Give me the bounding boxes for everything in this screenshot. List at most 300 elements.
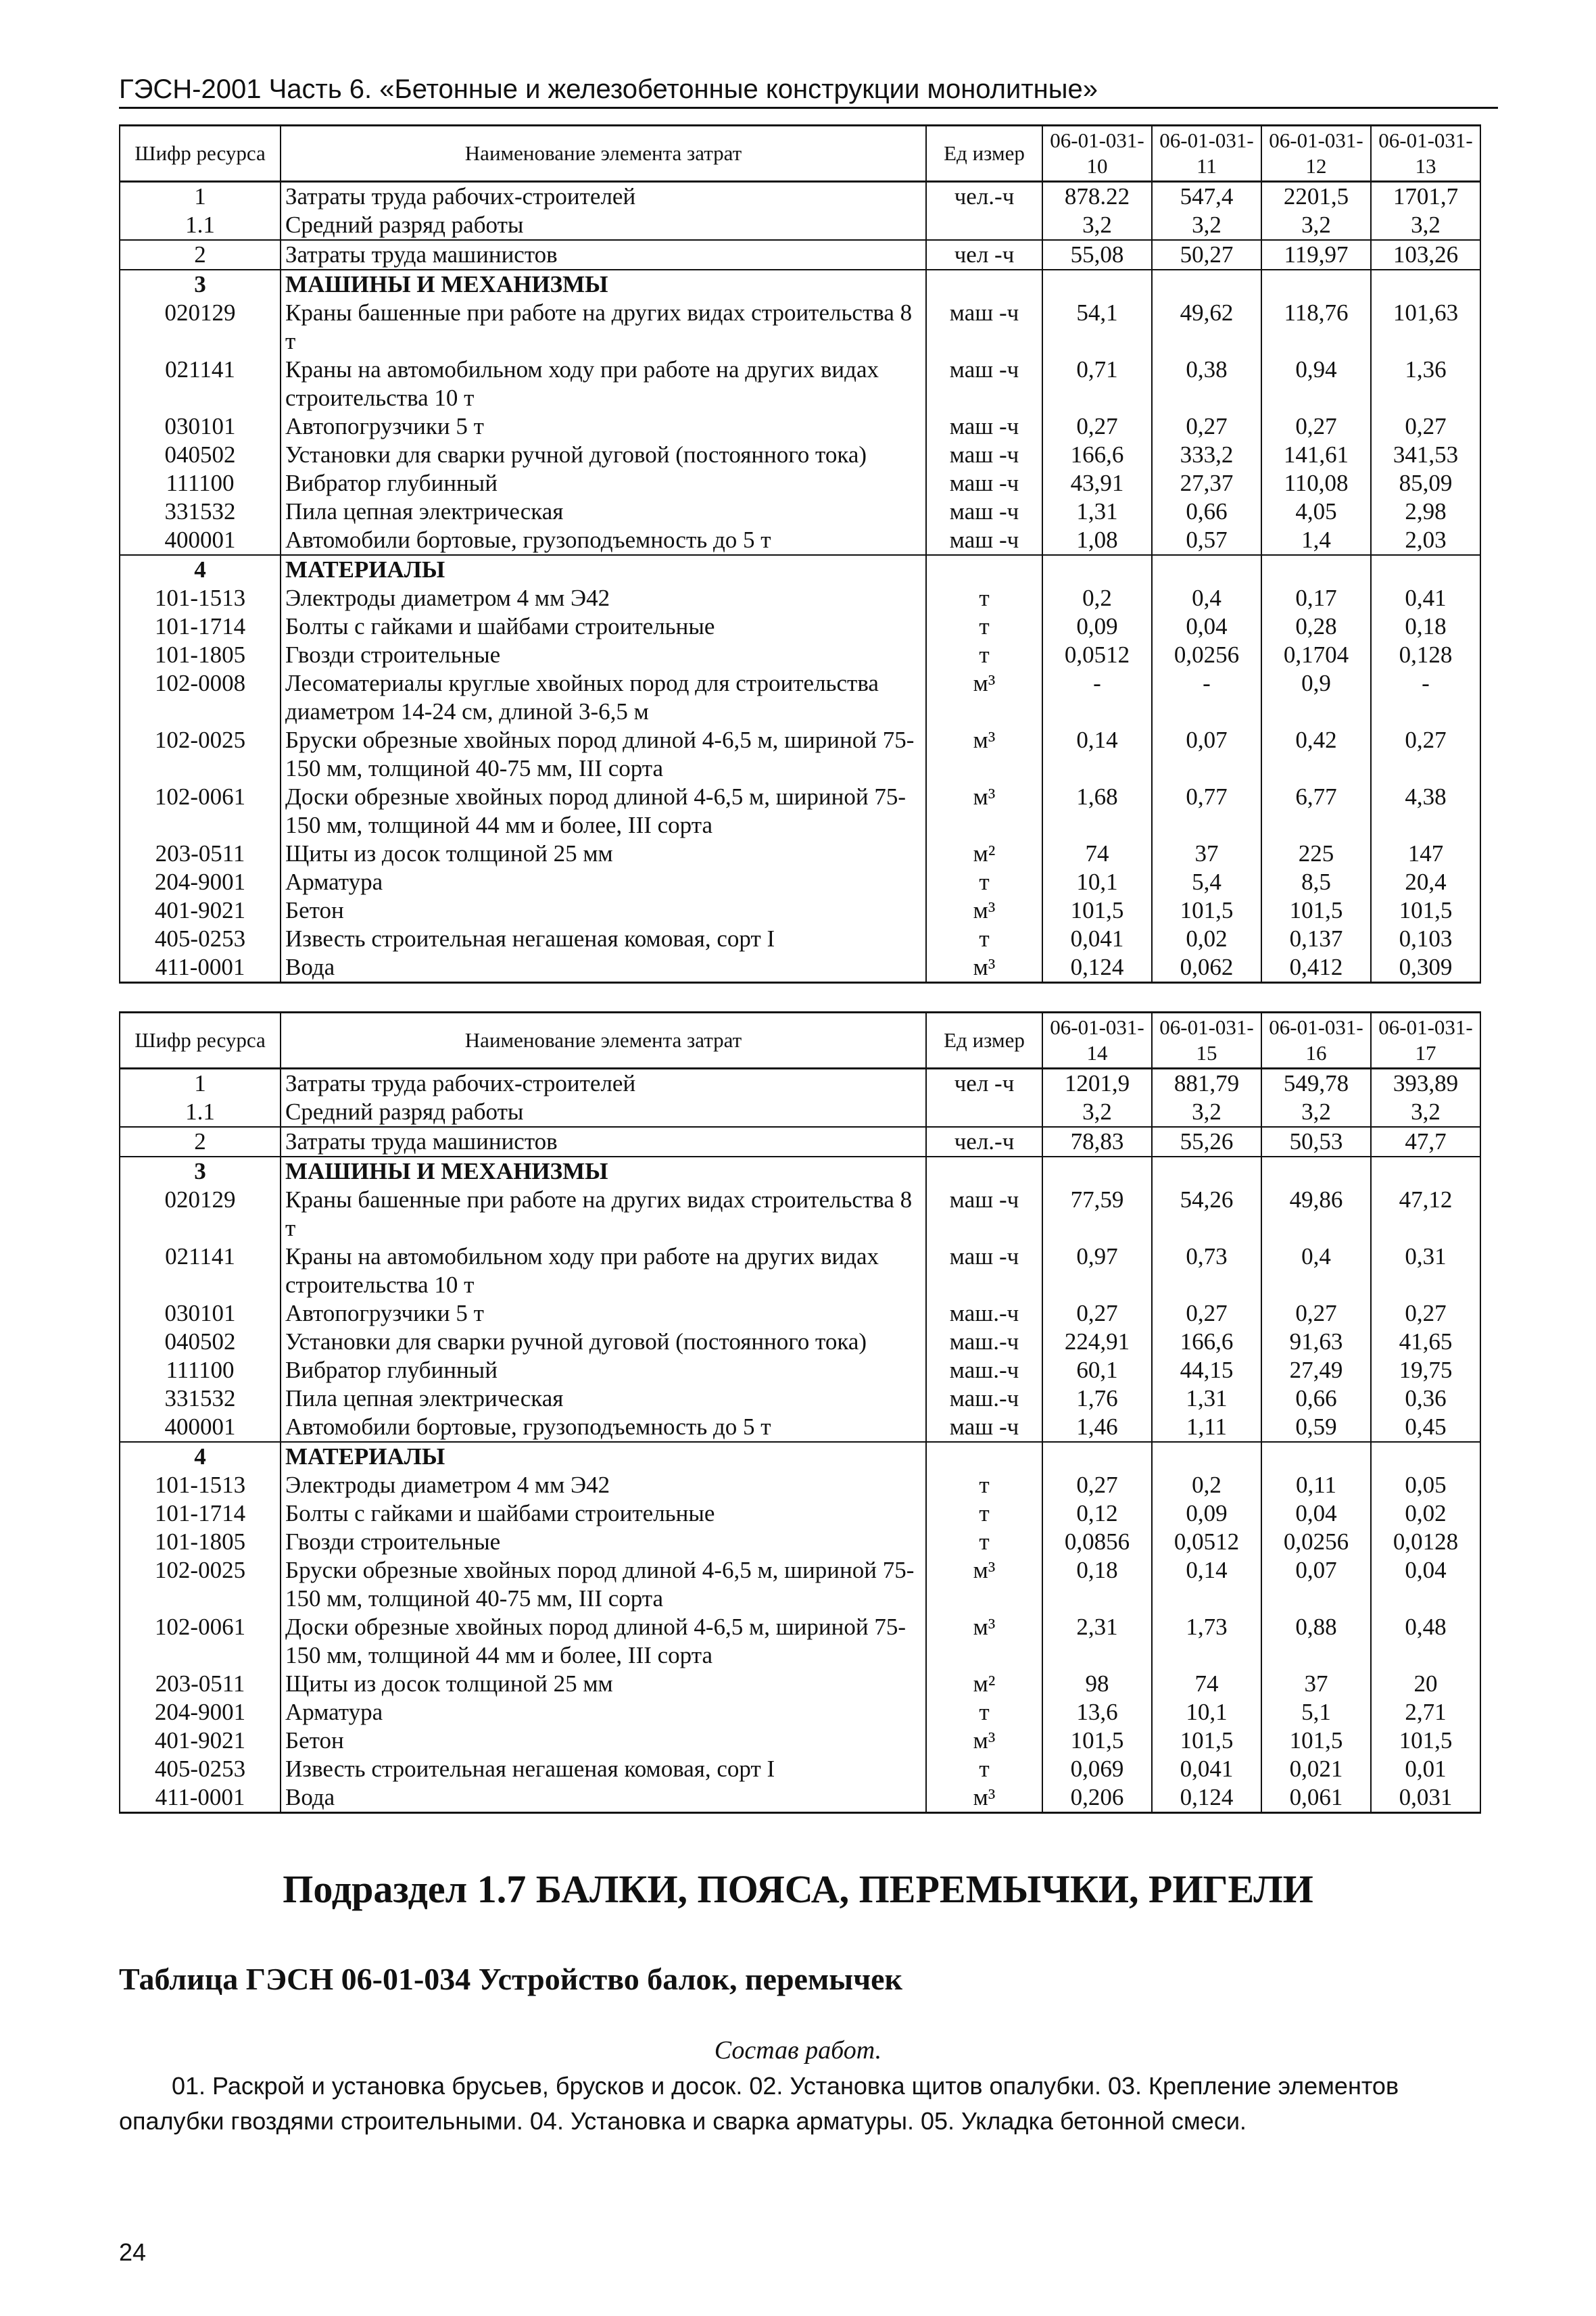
resource-name-cell: Болты с гайками и шайбами строительные — [281, 612, 926, 641]
value-cell: 0,11 — [1261, 1471, 1371, 1499]
resource-name-cell: МАШИНЫ И МЕХАНИЗМЫ — [281, 270, 926, 299]
value-cell: 3,2 — [1261, 211, 1371, 240]
value-cell: 0,021 — [1261, 1755, 1371, 1783]
resource-name-cell: Арматура — [281, 1698, 926, 1727]
value-cell: 0,27 — [1261, 1299, 1371, 1328]
unit-cell: маш -ч — [926, 469, 1042, 498]
value-cell: 0,57 — [1152, 526, 1261, 555]
table-row — [120, 526, 1480, 555]
table-row — [120, 240, 1480, 270]
unit-cell: м² — [926, 1670, 1042, 1698]
value-cell: 101,5 — [1261, 896, 1371, 925]
unit-cell: маш -ч — [926, 356, 1042, 412]
unit-cell: т — [926, 1499, 1042, 1528]
unit-cell: м³ — [926, 669, 1042, 726]
unit-cell: маш -ч — [926, 441, 1042, 469]
value-cell: 0,0256 — [1261, 1528, 1371, 1556]
value-cell: 393,89 — [1371, 1069, 1480, 1099]
value-cell — [1152, 1442, 1261, 1471]
table-row — [120, 1098, 1480, 1127]
resource-code-cell: 111100 — [120, 1356, 281, 1384]
value-cell: 101,5 — [1152, 896, 1261, 925]
header-cell: 06-01-031-12 — [1261, 126, 1371, 182]
value-cell: 0,041 — [1042, 925, 1152, 953]
resource-code-cell: 102-0025 — [120, 726, 281, 783]
resource-name-cell: Средний разряд работы — [281, 1098, 926, 1127]
value-cell: 0,66 — [1261, 1384, 1371, 1413]
value-cell: 0,2 — [1152, 1471, 1261, 1499]
value-cell: 2201,5 — [1261, 182, 1371, 212]
unit-cell — [926, 211, 1042, 240]
value-cell: 0,38 — [1152, 356, 1261, 412]
table-row — [120, 412, 1480, 441]
table-row — [120, 356, 1480, 412]
resource-code-cell: 020129 — [120, 299, 281, 356]
table-row — [120, 1069, 1480, 1099]
table-row — [120, 840, 1480, 868]
unit-cell: маш -ч — [926, 1186, 1042, 1243]
resource-code-cell: 400001 — [120, 526, 281, 555]
value-cell: 0,77 — [1152, 783, 1261, 840]
value-cell: 225 — [1261, 840, 1371, 868]
resource-name-cell: Пила цепная электрическая — [281, 1384, 926, 1413]
value-cell: - — [1371, 669, 1480, 726]
table-row — [120, 896, 1480, 925]
value-cell: 0,12 — [1042, 1499, 1152, 1528]
value-cell: 0,94 — [1261, 356, 1371, 412]
value-cell: 0,59 — [1261, 1413, 1371, 1442]
unit-cell: маш -ч — [926, 299, 1042, 356]
resource-name-cell: Автопогрузчики 5 т — [281, 1299, 926, 1328]
table-row — [120, 498, 1480, 526]
value-cell: 3,2 — [1042, 211, 1152, 240]
resource-name-cell: Автомобили бортовые, грузоподъемность до 5 т — [281, 526, 926, 555]
resource-code-cell: 204-9001 — [120, 868, 281, 896]
value-cell: 98 — [1042, 1670, 1152, 1698]
table-row — [120, 1528, 1480, 1556]
value-cell: 2,31 — [1042, 1613, 1152, 1670]
resource-name-cell: Установки для сварки ручной дуговой (постоянного тока) — [281, 1328, 926, 1356]
resource-name-cell: Краны на автомобильном ходу при работе на других видах строительства 10 т — [281, 356, 926, 412]
value-cell — [1152, 555, 1261, 584]
value-cell: 0,103 — [1371, 925, 1480, 953]
value-cell — [1042, 270, 1152, 299]
value-cell: 0,27 — [1042, 412, 1152, 441]
resource-name-cell: Краны на автомобильном ходу при работе на других видах строительства 10 т — [281, 1243, 926, 1299]
value-cell: 0,45 — [1371, 1413, 1480, 1442]
value-cell: 0,09 — [1042, 612, 1152, 641]
value-cell — [1042, 1157, 1152, 1186]
resource-name-cell: Бруски обрезные хвойных пород длиной 4-6,5 м, шириной 75-150 мм, толщиной 40-75 мм, III сорта — [281, 726, 926, 783]
resource-name-cell: Краны башенные при работе на других видах строительства 8 т — [281, 1186, 926, 1243]
value-cell: 0,0128 — [1371, 1528, 1480, 1556]
value-cell: 1701,7 — [1371, 182, 1480, 212]
works-title: Состав работ. — [714, 2036, 882, 2065]
table-row — [120, 1755, 1480, 1783]
resource-code-cell: 401-9021 — [120, 1727, 281, 1755]
table-row — [120, 641, 1480, 669]
resource-name-cell: МАТЕРИАЛЫ — [281, 1442, 926, 1471]
value-cell: 19,75 — [1371, 1356, 1480, 1384]
value-cell: 91,63 — [1261, 1328, 1371, 1356]
value-cell: 1201,9 — [1042, 1069, 1152, 1099]
value-cell: 0,27 — [1152, 1299, 1261, 1328]
resource-code-cell: 021141 — [120, 356, 281, 412]
running-header: ГЭСН-2001 Часть 6. «Бетонные и железобетонные конструкции монолитные» — [119, 74, 1098, 104]
resource-code-cell: 1 — [120, 182, 281, 212]
value-cell: 27,37 — [1152, 469, 1261, 498]
resource-name-cell: Доски обрезные хвойных пород длиной 4-6,5 м, шириной 75-150 мм, толщиной 44 мм и более, III сорта — [281, 1613, 926, 1670]
resource-code-cell: 401-9021 — [120, 896, 281, 925]
value-cell: 55,26 — [1152, 1127, 1261, 1157]
resource-code-cell: 102-0061 — [120, 1613, 281, 1670]
value-cell: 547,4 — [1152, 182, 1261, 212]
value-cell: 0,137 — [1261, 925, 1371, 953]
resource-name-cell: Доски обрезные хвойных пород длиной 4-6,5 м, шириной 75-150 мм, толщиной 44 мм и более, III сорта — [281, 783, 926, 840]
unit-cell: т — [926, 1528, 1042, 1556]
value-cell: 13,6 — [1042, 1698, 1152, 1727]
unit-cell: т — [926, 612, 1042, 641]
resource-code-cell: 204-9001 — [120, 1698, 281, 1727]
unit-cell: т — [926, 925, 1042, 953]
header-cell: 06-01-031-11 — [1152, 126, 1261, 182]
value-cell: 147 — [1371, 840, 1480, 868]
value-cell — [1152, 1157, 1261, 1186]
value-cell: 0,27 — [1371, 726, 1480, 783]
unit-cell: т — [926, 1698, 1042, 1727]
unit-cell — [926, 555, 1042, 584]
header-cell: Ед измер — [926, 126, 1042, 182]
resource-code-cell: 1.1 — [120, 211, 281, 240]
resource-code-cell: 4 — [120, 555, 281, 584]
resource-name-cell: Арматура — [281, 868, 926, 896]
value-cell: 101,5 — [1042, 1727, 1152, 1755]
unit-cell: чел.-ч — [926, 182, 1042, 212]
resource-name-cell: Электроды диаметром 4 мм Э42 — [281, 584, 926, 612]
resource-name-cell: Вибратор глубинный — [281, 1356, 926, 1384]
value-cell: 101,63 — [1371, 299, 1480, 356]
value-cell: 3,2 — [1042, 1098, 1152, 1127]
value-cell: 0,206 — [1042, 1783, 1152, 1813]
unit-cell: маш -ч — [926, 498, 1042, 526]
value-cell: 0,28 — [1261, 612, 1371, 641]
value-cell: 54,1 — [1042, 299, 1152, 356]
value-cell: 50,53 — [1261, 1127, 1371, 1157]
value-cell: 74 — [1152, 1670, 1261, 1698]
value-cell — [1261, 555, 1371, 584]
value-cell: - — [1042, 669, 1152, 726]
resource-name-cell: Затраты труда рабочих-строителей — [281, 1069, 926, 1099]
resource-code-cell: 3 — [120, 1157, 281, 1186]
resource-code-cell: 020129 — [120, 1186, 281, 1243]
table-row — [120, 1413, 1480, 1442]
unit-cell — [926, 1157, 1042, 1186]
table-row — [120, 469, 1480, 498]
table-row — [120, 1127, 1480, 1157]
unit-cell: чел -ч — [926, 1069, 1042, 1099]
unit-cell: т — [926, 1471, 1042, 1499]
value-cell — [1371, 555, 1480, 584]
value-cell: 6,77 — [1261, 783, 1371, 840]
unit-cell: м³ — [926, 896, 1042, 925]
value-cell: 49,62 — [1152, 299, 1261, 356]
value-cell: 101,5 — [1042, 896, 1152, 925]
unit-cell — [926, 1098, 1042, 1127]
value-cell: 0,71 — [1042, 356, 1152, 412]
value-cell: 1,11 — [1152, 1413, 1261, 1442]
value-cell: 0,0256 — [1152, 641, 1261, 669]
value-cell: 54,26 — [1152, 1186, 1261, 1243]
value-cell: 0,04 — [1152, 612, 1261, 641]
resource-name-cell: Вода — [281, 1783, 926, 1813]
resource-name-cell: Краны башенные при работе на других видах строительства 8 т — [281, 299, 926, 356]
unit-cell: м³ — [926, 1556, 1042, 1613]
resource-code-cell: 101-1714 — [120, 1499, 281, 1528]
unit-cell: маш -ч — [926, 412, 1042, 441]
resource-code-cell: 203-0511 — [120, 840, 281, 868]
resource-code-cell: 405-0253 — [120, 925, 281, 953]
value-cell: 0,061 — [1261, 1783, 1371, 1813]
value-cell: 37 — [1152, 840, 1261, 868]
value-cell: 0,07 — [1261, 1556, 1371, 1613]
value-cell: 0,031 — [1371, 1783, 1480, 1813]
header-cell: Шифр ресурса — [120, 1013, 281, 1069]
value-cell: 0,04 — [1261, 1499, 1371, 1528]
value-cell: 41,65 — [1371, 1328, 1480, 1356]
unit-cell: чел.-ч — [926, 1127, 1042, 1157]
value-cell: 1,76 — [1042, 1384, 1152, 1413]
value-cell: 166,6 — [1042, 441, 1152, 469]
value-cell: 0,48 — [1371, 1613, 1480, 1670]
resource-code-cell: 411-0001 — [120, 953, 281, 983]
unit-cell: маш -ч — [926, 1413, 1042, 1442]
value-cell: 0,27 — [1371, 412, 1480, 441]
value-cell: 1,31 — [1042, 498, 1152, 526]
unit-cell: маш.-ч — [926, 1328, 1042, 1356]
value-cell: 0,124 — [1152, 1783, 1261, 1813]
resource-table-2 — [119, 1011, 1481, 1814]
table-row — [120, 612, 1480, 641]
value-cell — [1261, 270, 1371, 299]
resource-code-cell: 102-0008 — [120, 669, 281, 726]
value-cell: 878.22 — [1042, 182, 1152, 212]
resource-name-cell: Бруски обрезные хвойных пород длиной 4-6,5 м, шириной 75-150 мм, толщиной 40-75 мм, III сорта — [281, 1556, 926, 1613]
resource-name-cell: Лесоматериалы круглые хвойных пород для строительства диаметром 14-24 см, длиной 3-6,5 м — [281, 669, 926, 726]
resource-code-cell: 111100 — [120, 469, 281, 498]
unit-cell — [926, 1442, 1042, 1471]
resource-code-cell: 203-0511 — [120, 1670, 281, 1698]
value-cell: 20 — [1371, 1670, 1480, 1698]
header-cell: 06-01-031-10 — [1042, 126, 1152, 182]
resource-code-cell: 040502 — [120, 1328, 281, 1356]
resource-name-cell: Автомобили бортовые, грузоподъемность до 5 т — [281, 1413, 926, 1442]
value-cell: 0,04 — [1371, 1556, 1480, 1613]
value-cell: 44,15 — [1152, 1356, 1261, 1384]
value-cell: 333,2 — [1152, 441, 1261, 469]
value-cell: 881,79 — [1152, 1069, 1261, 1099]
value-cell: 43,91 — [1042, 469, 1152, 498]
value-cell: 2,71 — [1371, 1698, 1480, 1727]
value-cell: 85,09 — [1371, 469, 1480, 498]
value-cell: 0,27 — [1042, 1299, 1152, 1328]
resource-code-cell: 102-0061 — [120, 783, 281, 840]
value-cell: 0,07 — [1152, 726, 1261, 783]
header-cell: 06-01-031-15 — [1152, 1013, 1261, 1069]
value-cell — [1371, 1157, 1480, 1186]
value-cell: 549,78 — [1261, 1069, 1371, 1099]
resource-code-cell: 400001 — [120, 1413, 281, 1442]
unit-cell — [926, 270, 1042, 299]
resource-name-cell: Щиты из досок толщиной 25 мм — [281, 840, 926, 868]
header-cell: Ед измер — [926, 1013, 1042, 1069]
value-cell: 0,01 — [1371, 1755, 1480, 1783]
value-cell: 0,0512 — [1042, 641, 1152, 669]
unit-cell: т — [926, 641, 1042, 669]
value-cell: 0,09 — [1152, 1499, 1261, 1528]
value-cell: 3,2 — [1371, 211, 1480, 240]
resource-code-cell: 030101 — [120, 1299, 281, 1328]
value-cell — [1371, 1442, 1480, 1471]
resource-name-cell: Электроды диаметром 4 мм Э42 — [281, 1471, 926, 1499]
table-row — [120, 868, 1480, 896]
value-cell: 3,2 — [1371, 1098, 1480, 1127]
value-cell: 27,49 — [1261, 1356, 1371, 1384]
value-cell: 0,18 — [1042, 1556, 1152, 1613]
value-cell: 0,1704 — [1261, 641, 1371, 669]
value-cell: 0,069 — [1042, 1755, 1152, 1783]
value-cell: 0,27 — [1371, 1299, 1480, 1328]
subsection-title: Подраздел 1.7 БАЛКИ, ПОЯСА, ПЕРЕМЫЧКИ, РИГЕЛИ — [283, 1867, 1313, 1911]
table-row — [120, 669, 1480, 726]
value-cell — [1042, 1442, 1152, 1471]
section-row — [120, 270, 1480, 299]
table-row — [120, 953, 1480, 983]
table-row — [120, 182, 1480, 212]
resource-code-cell: 101-1513 — [120, 1471, 281, 1499]
resource-code-cell: 2 — [120, 240, 281, 270]
value-cell: 0,412 — [1261, 953, 1371, 983]
resource-name-cell: Известь строительная негашеная комовая, сорт I — [281, 1755, 926, 1783]
value-cell: 0,27 — [1152, 412, 1261, 441]
value-cell: 77,59 — [1042, 1186, 1152, 1243]
header-cell: 06-01-031-16 — [1261, 1013, 1371, 1069]
value-cell — [1371, 270, 1480, 299]
resource-code-cell: 101-1805 — [120, 1528, 281, 1556]
table-row — [120, 1186, 1480, 1243]
value-cell: 47,12 — [1371, 1186, 1480, 1243]
value-cell: 0,14 — [1152, 1556, 1261, 1613]
value-cell: 1,46 — [1042, 1413, 1152, 1442]
value-cell: 0,14 — [1042, 726, 1152, 783]
table-row — [120, 441, 1480, 469]
value-cell: 37 — [1261, 1670, 1371, 1698]
value-cell: 341,53 — [1371, 441, 1480, 469]
value-cell: 101,5 — [1371, 1727, 1480, 1755]
value-cell: 20,4 — [1371, 868, 1480, 896]
value-cell — [1261, 1157, 1371, 1186]
resource-code-cell: 3 — [120, 270, 281, 299]
value-cell: 0,41 — [1371, 584, 1480, 612]
table-row — [120, 1328, 1480, 1356]
table-row — [120, 1384, 1480, 1413]
value-cell: 0,02 — [1371, 1499, 1480, 1528]
value-cell: 49,86 — [1261, 1186, 1371, 1243]
value-cell: 3,2 — [1261, 1098, 1371, 1127]
table-row — [120, 1356, 1480, 1384]
value-cell: 0,73 — [1152, 1243, 1261, 1299]
value-cell: 1,68 — [1042, 783, 1152, 840]
table-row — [120, 1727, 1480, 1755]
resource-code-cell: 101-1714 — [120, 612, 281, 641]
value-cell: 5,1 — [1261, 1698, 1371, 1727]
value-cell: 166,6 — [1152, 1328, 1261, 1356]
section-row — [120, 1157, 1480, 1186]
header-cell: Наименование элемента затрат — [281, 1013, 926, 1069]
table-row — [120, 299, 1480, 356]
value-cell: 1,4 — [1261, 526, 1371, 555]
table-row — [120, 1499, 1480, 1528]
table-row — [120, 1299, 1480, 1328]
unit-cell: маш.-ч — [926, 1384, 1042, 1413]
value-cell: 0,17 — [1261, 584, 1371, 612]
value-cell: 119,97 — [1261, 240, 1371, 270]
unit-cell: м³ — [926, 726, 1042, 783]
value-cell — [1261, 1442, 1371, 1471]
table-row — [120, 1613, 1480, 1670]
resource-name-cell: Вода — [281, 953, 926, 983]
value-cell: 50,27 — [1152, 240, 1261, 270]
resource-name-cell: Гвозди строительные — [281, 641, 926, 669]
unit-cell: м³ — [926, 783, 1042, 840]
value-cell: 0,88 — [1261, 1613, 1371, 1670]
value-cell: 101,5 — [1371, 896, 1480, 925]
resource-code-cell: 030101 — [120, 412, 281, 441]
table-row — [120, 1556, 1480, 1613]
table-row — [120, 1670, 1480, 1698]
value-cell: 110,08 — [1261, 469, 1371, 498]
table-row — [120, 1243, 1480, 1299]
section-row — [120, 555, 1480, 584]
table-title: Таблица ГЭСН 06-01-034 Устройство балок, перемычек — [119, 1962, 903, 1996]
resource-code-cell: 101-1513 — [120, 584, 281, 612]
value-cell: 0,4 — [1261, 1243, 1371, 1299]
value-cell: 10,1 — [1152, 1698, 1261, 1727]
resource-name-cell: МАТЕРИАЛЫ — [281, 555, 926, 584]
table-row — [120, 1471, 1480, 1499]
table-row — [120, 1783, 1480, 1813]
table-header-row — [120, 1013, 1480, 1069]
unit-cell: м³ — [926, 1727, 1042, 1755]
value-cell: 0,309 — [1371, 953, 1480, 983]
value-cell: 0,02 — [1152, 925, 1261, 953]
value-cell: 101,5 — [1261, 1727, 1371, 1755]
resource-name-cell: Вибратор глубинный — [281, 469, 926, 498]
value-cell: 0,36 — [1371, 1384, 1480, 1413]
value-cell: 47,7 — [1371, 1127, 1480, 1157]
unit-cell: м³ — [926, 1783, 1042, 1813]
resource-name-cell: Бетон — [281, 896, 926, 925]
resource-name-cell: Гвозди строительные — [281, 1528, 926, 1556]
resource-name-cell: Установки для сварки ручной дуговой (постоянного тока) — [281, 441, 926, 469]
section-row — [120, 1442, 1480, 1471]
value-cell: 4,05 — [1261, 498, 1371, 526]
value-cell: 10,1 — [1042, 868, 1152, 896]
unit-cell: чел -ч — [926, 240, 1042, 270]
resource-name-cell: Затраты труда машинистов — [281, 1127, 926, 1157]
resource-name-cell: Затраты труда машинистов — [281, 240, 926, 270]
value-cell: 1,73 — [1152, 1613, 1261, 1670]
header-cell: 06-01-031-14 — [1042, 1013, 1152, 1069]
